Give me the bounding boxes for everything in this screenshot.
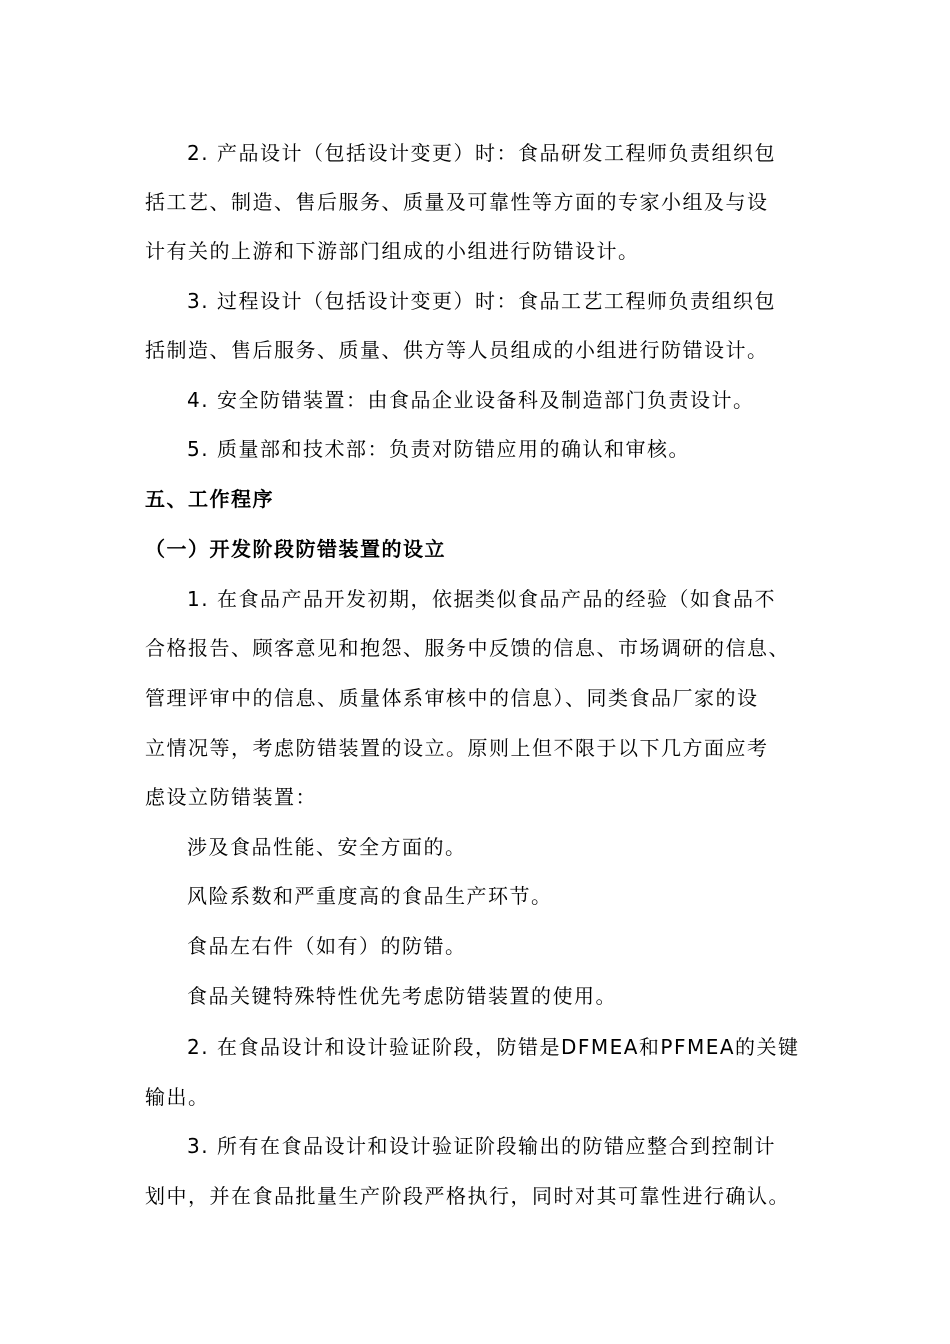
step-2-line-1: 2. 在食品设计和设计验证阶段，防错是DFMEA和PFMEA的关键	[187, 1035, 800, 1059]
step-1-line-5: 虑设立防错装置：	[145, 785, 317, 809]
step-2-line-2: 输出。	[145, 1085, 210, 1109]
paragraph-5: 5. 质量部和技术部：负责对防错应用的确认和审核。	[187, 437, 690, 461]
step-1-line-1: 1. 在食品产品开发初期，依据类似食品产品的经验（如食品不	[187, 587, 776, 611]
paragraph-2-line-3: 计有关的上游和下游部门组成的小组进行防错设计。	[145, 239, 640, 263]
paragraph-2-line-1: 2. 产品设计（包括设计变更）时：食品研发工程师负责组织包	[187, 141, 776, 165]
criteria-item-2: 风险系数和严重度高的食品生产环节。	[187, 884, 553, 908]
section-heading: 五、工作程序	[145, 487, 274, 511]
criteria-item-1: 涉及食品性能、安全方面的。	[187, 835, 467, 859]
step-1-line-4: 立情况等，考虑防错装置的设立。原则上但不限于以下几方面应考	[145, 736, 769, 760]
criteria-item-3: 食品左右件（如有）的防错。	[187, 934, 467, 958]
step-3-line-2: 划中，并在食品批量生产阶段严格执行，同时对其可靠性进行确认。	[145, 1184, 790, 1208]
paragraph-2-line-2: 括工艺、制造、售后服务、质量及可靠性等方面的专家小组及与设	[145, 190, 769, 214]
paragraph-4: 4. 安全防错装置：由食品企业设备科及制造部门负责设计。	[187, 388, 755, 412]
step-1-line-3: 管理评审中的信息、质量体系审核中的信息）、同类食品厂家的设	[145, 686, 759, 710]
paragraph-3-line-1: 3. 过程设计（包括设计变更）时：食品工艺工程师负责组织包	[187, 289, 776, 313]
step-1-line-2: 合格报告、顾客意见和抱怨、服务中反馈的信息、市场调研的信息、	[145, 636, 790, 660]
subsection-heading: （一）开发阶段防错装置的设立	[145, 537, 446, 561]
step-3-line-1: 3. 所有在食品设计和设计验证阶段输出的防错应整合到控制计	[187, 1134, 776, 1158]
criteria-item-4: 食品关键特殊特性优先考虑防错装置的使用。	[187, 984, 617, 1008]
paragraph-3-line-2: 括制造、售后服务、质量、供方等人员组成的小组进行防错设计。	[145, 338, 769, 362]
